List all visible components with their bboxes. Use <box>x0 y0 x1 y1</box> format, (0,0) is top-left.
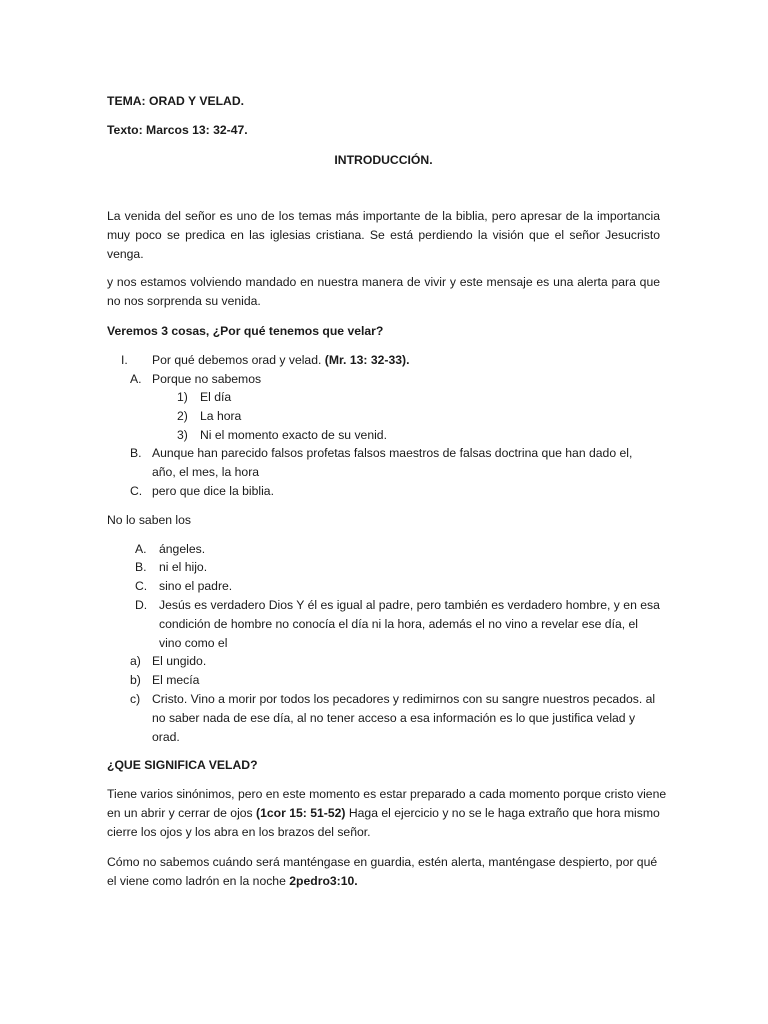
list-item-c <box>0 577 768 596</box>
outline-marker: I. <box>121 353 128 367</box>
outline-subitem-2 <box>0 407 768 426</box>
list-item-text: ni el hijo. <box>159 560 208 574</box>
outline-item-text: Por qué debemos orad y velad. <box>152 353 322 367</box>
intro-paragraph-2: y nos estamos volviendo mandado en nuestra manera de vivir y este mensaje es una alerta para que no nos sorprenda su venida. <box>107 275 660 308</box>
outline-marker: 2) <box>177 409 188 423</box>
que-significa-velad-heading: ¿QUE SIGNIFICA VELAD? <box>107 758 258 772</box>
tema-heading: TEMA: ORAD Y VELAD. <box>107 94 245 108</box>
outline-item-text: Aunque han parecido falsos profetas falsos maestros de falsas doctrina que han dado el, año, el mes, la hora <box>152 446 633 479</box>
list-subitem-b <box>0 671 768 690</box>
list-item-text: El ungido. <box>152 654 207 668</box>
velad-paragraph-2-text: Cómo no sabemos cuándo será manténgase en guardia, estén alerta, manténgase despierto, por qué el viene como ladrón en la noche <box>107 855 658 888</box>
list-item-text: ángeles. <box>159 542 206 556</box>
scripture-reference: (Mr. 13: 32-33). <box>324 353 410 367</box>
texto-reference: Texto: Marcos 13: 32-47. <box>107 123 248 137</box>
list-item-a <box>0 540 768 559</box>
scripture-reference: (1cor 15: 51-52) <box>256 805 346 820</box>
velad-paragraph-1-text-a: Tiene varios sinónimos, pero en este momento es estar preparado a cada momento porque cristo viene en un abrir y cerrar de ojos <box>107 787 667 820</box>
list-marker: C. <box>135 579 148 593</box>
list-subitem-c <box>0 690 768 748</box>
outline-item-i <box>0 351 768 370</box>
outline-marker: 3) <box>177 428 188 442</box>
no-saben-line: No lo saben los <box>107 513 192 527</box>
outline-item-text: El día <box>200 390 232 404</box>
outline-item-c <box>0 482 768 501</box>
veremos-heading: Veremos 3 cosas, ¿Por qué tenemos que velar? <box>107 324 384 338</box>
list-subitem-a <box>0 652 768 671</box>
outline-item-text: Porque no sabemos <box>152 372 262 386</box>
outline-marker: B. <box>130 446 142 460</box>
list-item-b <box>0 558 768 577</box>
outline-item-a <box>0 370 768 389</box>
intro-paragraph-1: La venida del señor es uno de los temas más importante de la biblia, pero apresar de la importancia muy poco se predica en las iglesias cristiana. Se está perdiendo la visión que el señor Jesucristo venga. <box>107 209 660 261</box>
list-marker: c) <box>130 692 141 706</box>
scripture-reference: 2pedro3:10. <box>289 873 358 888</box>
outline-item-b <box>0 444 768 484</box>
list-marker: B. <box>135 560 147 574</box>
list-item-text: Cristo. Vino a morir por todos los pecadores y redimirnos con su sangre nuestros pecados. al no saber nada de ese día, al no tener acceso a esa información es lo que justifica velad y orad. <box>152 692 656 744</box>
list-item-d <box>0 596 768 654</box>
list-item-text: El mecía <box>152 673 200 687</box>
list-item-text: sino el padre. <box>159 579 233 593</box>
outline-subitem-3 <box>0 426 768 445</box>
outline-item-text: pero que dice la biblia. <box>152 484 274 498</box>
velad-paragraph-1 <box>107 785 667 841</box>
outline-subitem-1 <box>0 388 768 407</box>
outline-marker: C. <box>130 484 143 498</box>
list-marker: D. <box>135 598 148 612</box>
outline-marker: A. <box>130 372 142 386</box>
list-marker: A. <box>135 542 147 556</box>
outline-marker: 1) <box>177 390 188 404</box>
list-marker: b) <box>130 673 141 687</box>
introduccion-title: INTRODUCCIÓN. <box>334 153 433 167</box>
velad-paragraph-1-text-b: Haga el ejercicio y no se le haga extraño que hora mismo cierre los ojos y los abra en los brazos del señor. <box>107 805 660 839</box>
list-marker: a) <box>130 654 141 668</box>
list-item-text: Jesús es verdadero Dios Y él es igual al padre, pero también es verdadero hombre, y en esa condición de hombre no conocía el día ni la hora, además el no vino a revelar ese día, el vino como el <box>159 598 660 650</box>
outline-item-text: La hora <box>200 409 242 423</box>
velad-paragraph-2 <box>107 853 667 891</box>
outline-item-text: Ni el momento exacto de su venid. <box>200 428 387 442</box>
